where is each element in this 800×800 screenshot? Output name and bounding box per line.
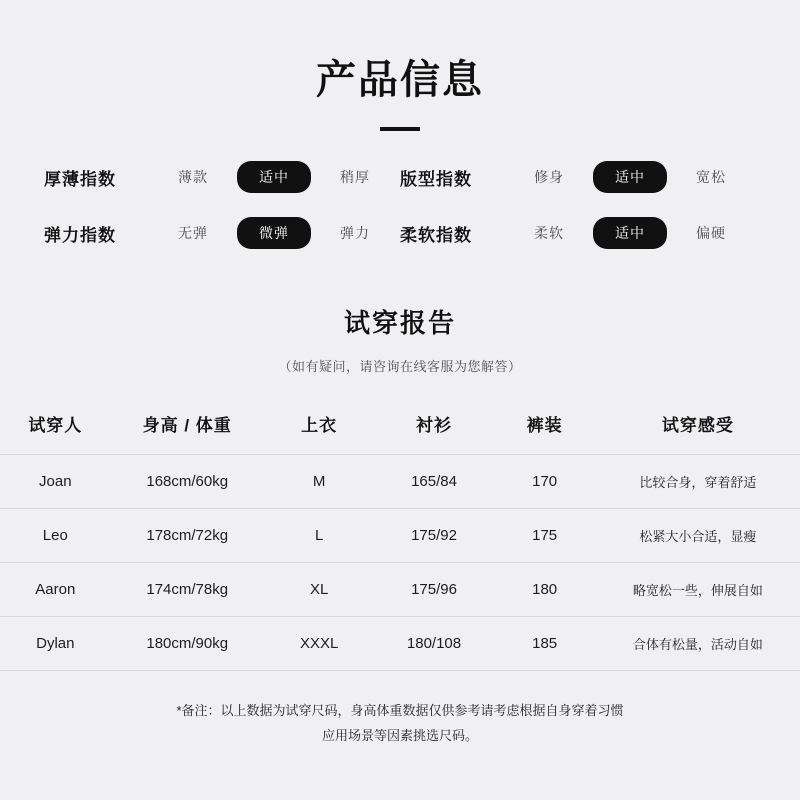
cell-shirt: 165/84 xyxy=(374,455,493,509)
footnote xyxy=(0,699,800,748)
cell-pants: 180 xyxy=(494,563,596,617)
index-option-fit-0[interactable]: 修身 xyxy=(534,169,564,185)
report-title: 试穿报告 xyxy=(343,308,456,338)
table-row xyxy=(0,509,800,563)
column-header-pants: 裤装 xyxy=(526,416,563,435)
cell-person: Dylan xyxy=(0,617,111,671)
table-row xyxy=(0,455,800,509)
cell-top: L xyxy=(264,509,375,563)
index-option-elasticity-0[interactable]: 无弹 xyxy=(178,225,208,241)
table-header xyxy=(0,401,800,455)
index-row-elasticity xyxy=(44,217,400,249)
index-label-elasticity: 弹力指数 xyxy=(44,225,116,245)
cell-person: Joan xyxy=(0,455,111,509)
index-grid xyxy=(0,161,800,249)
table-body xyxy=(0,455,800,671)
cell-pants: 170 xyxy=(494,455,596,509)
cell-size: 168cm/60kg xyxy=(111,455,264,509)
index-label-softness: 柔软指数 xyxy=(400,225,472,245)
cell-top: XXXL xyxy=(264,617,375,671)
column-header-shirt: 衬衫 xyxy=(416,416,452,435)
cell-person: Leo xyxy=(0,509,111,563)
footnote-line-2: 应用场景等因素挑选尺码。 xyxy=(321,727,478,743)
index-row-fit xyxy=(400,161,756,193)
title-divider xyxy=(380,127,420,131)
cell-feel: 略宽松一些，伸展自如 xyxy=(596,563,800,617)
cell-shirt: 175/92 xyxy=(374,509,493,563)
column-header-person: 试穿人 xyxy=(28,416,83,435)
index-option-softness-0[interactable]: 柔软 xyxy=(534,225,564,241)
index-row-softness xyxy=(400,217,756,249)
index-options-fit xyxy=(512,161,756,193)
cell-pants: 175 xyxy=(494,509,596,563)
column-header-size: 身高 / 体重 xyxy=(142,416,232,435)
cell-shirt: 180/108 xyxy=(374,617,493,671)
index-options-elasticity xyxy=(156,217,400,249)
cell-top: XL xyxy=(264,563,375,617)
cell-size: 174cm/78kg xyxy=(111,563,264,617)
index-options-softness xyxy=(512,217,756,249)
index-option-elasticity-2[interactable]: 弹力 xyxy=(340,225,370,241)
cell-pants: 185 xyxy=(494,617,596,671)
index-options-thickness xyxy=(156,161,400,193)
cell-size: 180cm/90kg xyxy=(111,617,264,671)
index-option-fit-2[interactable]: 宽松 xyxy=(696,169,726,185)
index-option-softness-1[interactable]: 适中 xyxy=(593,217,667,249)
index-row-thickness xyxy=(44,161,400,193)
index-option-thickness-1[interactable]: 适中 xyxy=(237,161,311,193)
footnote-line-1: *备注：以上数据为试穿尺码，身高体重数据仅供参考请考虑根据自身穿着习惯 xyxy=(176,703,624,718)
index-option-thickness-2[interactable]: 稍厚 xyxy=(340,169,370,185)
cell-size: 178cm/72kg xyxy=(111,509,264,563)
cell-top: M xyxy=(264,455,375,509)
cell-feel: 松紧大小合适，显瘦 xyxy=(596,509,800,563)
cell-person: Aaron xyxy=(0,563,111,617)
cell-feel: 比较合身，穿着舒适 xyxy=(596,455,800,509)
index-option-elasticity-1[interactable]: 微弹 xyxy=(237,217,311,249)
cell-feel: 合体有松量，活动自如 xyxy=(596,617,800,671)
fitting-report-table xyxy=(0,401,800,671)
column-header-feel: 试穿感受 xyxy=(661,416,734,435)
index-option-fit-1[interactable]: 适中 xyxy=(593,161,667,193)
cell-shirt: 175/96 xyxy=(374,563,493,617)
index-label-thickness: 厚薄指数 xyxy=(44,169,116,189)
table-row xyxy=(0,617,800,671)
index-option-thickness-0[interactable]: 薄款 xyxy=(178,169,208,185)
index-option-softness-2[interactable]: 偏硬 xyxy=(696,225,726,241)
report-subtitle: （如有疑问，请咨询在线客服为您解答） xyxy=(278,359,522,374)
page-title: 产品信息 xyxy=(316,58,484,102)
index-label-fit: 版型指数 xyxy=(400,169,472,189)
table-header-row xyxy=(0,401,800,455)
table-row xyxy=(0,563,800,617)
column-header-top: 上衣 xyxy=(301,416,338,435)
